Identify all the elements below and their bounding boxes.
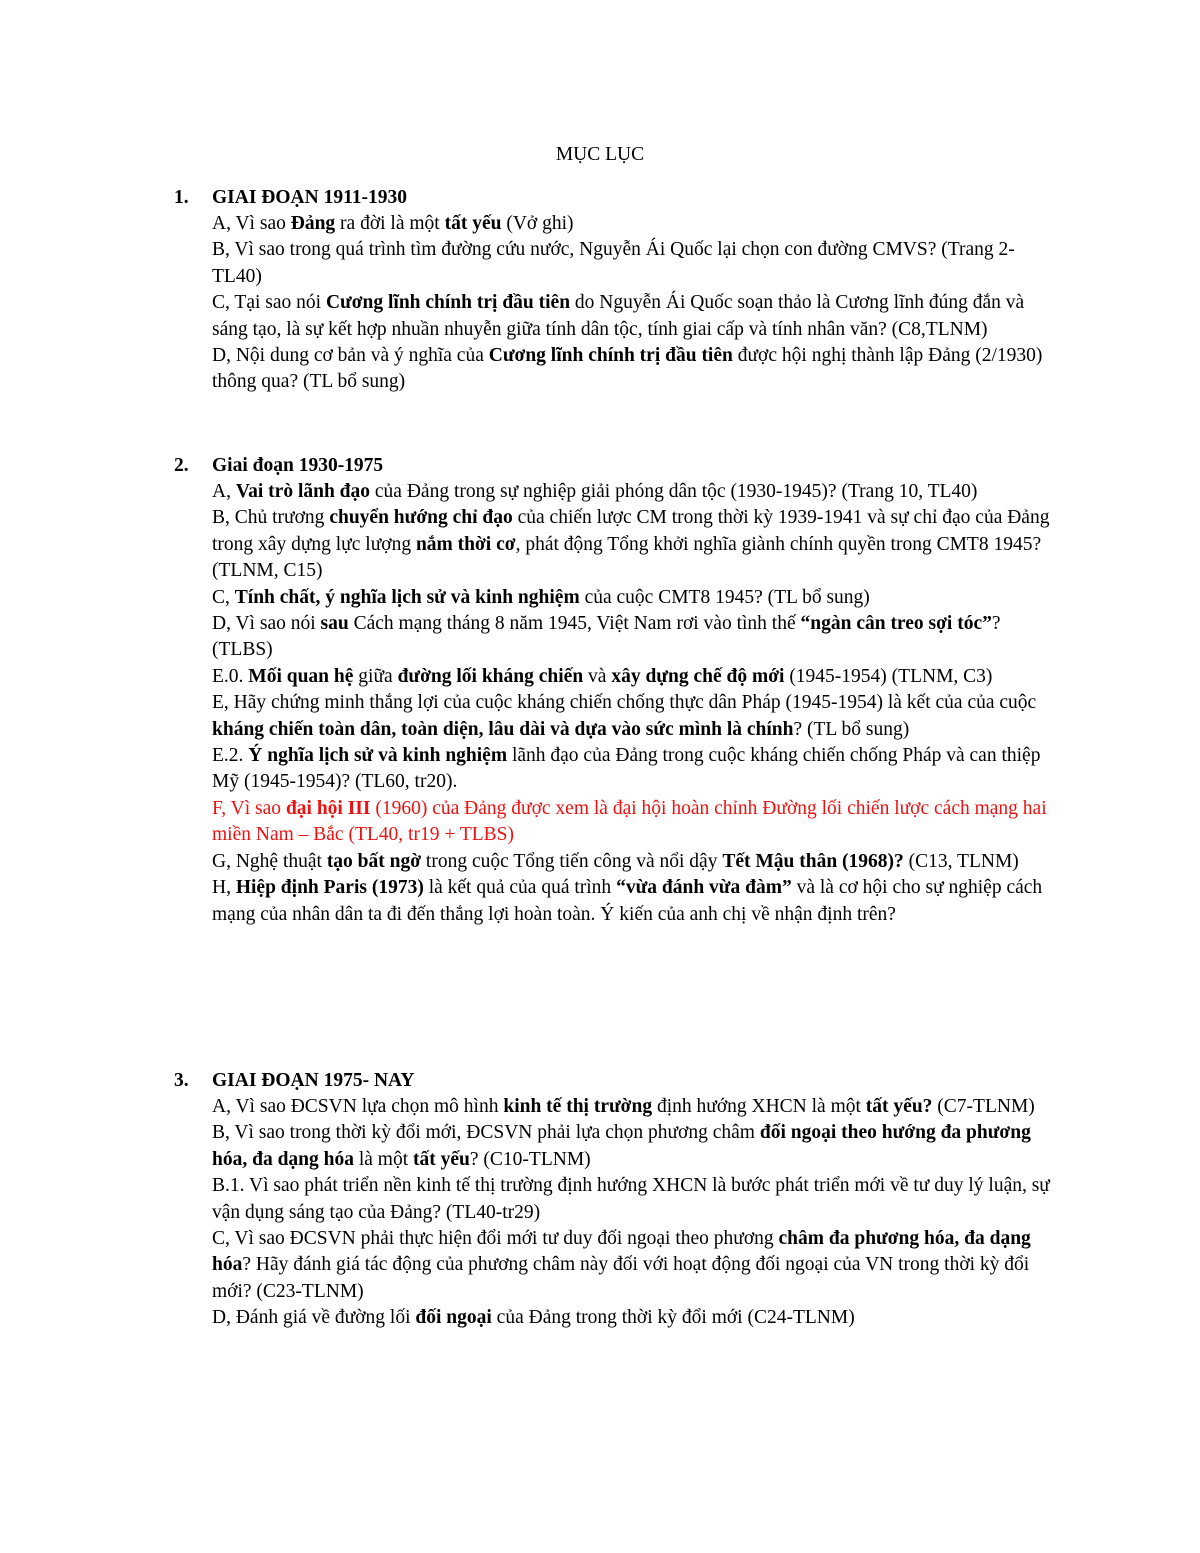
item-text: được hội nghị thành lập Đảng (2/1930) thông qua? (TL bổ sung)	[212, 345, 1043, 393]
item-text: B, Chủ trương	[212, 507, 330, 529]
bold-text: châm đa phương hóa, đa dạng hóa	[212, 1228, 1031, 1276]
item-text: (Vở ghi)	[501, 213, 574, 234]
item-text: A,	[212, 481, 236, 502]
item-text: trong cuộc Tổng tiến công và nổi dậy	[421, 850, 723, 872]
item-text: (1945-1954) (TLNM, C3)	[784, 665, 993, 687]
item-text: E.0.	[212, 665, 249, 687]
item-text: (C13, TLNM)	[903, 850, 1019, 872]
toc-item	[212, 290, 1062, 343]
item-text: D, Nội dung cơ bản và ý nghĩa của	[212, 345, 489, 367]
item-text: lãnh đạo của Đảng trong cuộc kháng chiến chống Pháp và can thiệp Mỹ (1945-1954)? (TL60, tr20).	[212, 745, 1041, 793]
toc-item	[212, 875, 1062, 928]
item-text: B.1. Vì sao phát triển nền kinh tế thị trường định hướng XHCN là bước phát triển mới về tư duy lý luận, sự vận dụng sáng tạo của Đảng? (TL40-tr29)	[212, 1175, 1050, 1223]
bold-text: chuyển hướng chỉ đạo	[329, 507, 513, 529]
item-text: định hướng XHCN là một	[652, 1096, 866, 1117]
section-2-items	[212, 479, 1062, 928]
section-2-heading	[174, 453, 383, 479]
item-text: C,	[212, 586, 235, 608]
toc-item	[212, 237, 1062, 290]
toc-item	[212, 585, 1062, 611]
section-title: Giai đoạn 1930-1975	[212, 455, 384, 476]
toc-item	[212, 1120, 1062, 1173]
item-text: B, Vì sao trong thời kỳ đổi mới, ĐCSVN phải lựa chọn phương châm	[212, 1122, 760, 1144]
bold-text: kinh tế thị trường	[503, 1096, 653, 1117]
item-text: F, Vì sao	[212, 797, 286, 819]
item-text: ? (TLBS)	[212, 613, 1001, 661]
item-text: và là cơ hội cho sự nghiệp cách mạng của nhân dân ta đi đến thắng lợi hoàn toàn. Ý kiến của anh chị về nhận định trên?	[212, 877, 1043, 925]
toc-item	[212, 849, 1062, 875]
item-text: của Đảng trong sự nghiệp giải phóng dân tộc (1930-1945)? (Trang 10, TL40)	[370, 481, 978, 502]
section-title: GIAI ĐOẠN 1911-1930	[212, 187, 408, 208]
section-3-heading	[174, 1068, 414, 1094]
item-text: D, Vì sao nói	[212, 613, 321, 635]
bold-text: đường lối kháng chiến	[397, 665, 584, 687]
bold-text: Cương lĩnh chính trị đầu tiên	[325, 292, 571, 314]
item-text: Cách mạng tháng 8 năm 1945, Việt Nam rơi vào tình thế	[348, 613, 801, 635]
toc-item	[212, 743, 1062, 796]
section-1-heading	[174, 185, 407, 211]
item-text: (1960) của Đảng được xem là đại hội hoàn chỉnh Đường lối chiến lược cách mạng hai miền Nam – Bắc (TL40, tr19 + TLBS)	[212, 797, 1047, 846]
bold-text: “ngàn cân treo sợi tóc”	[800, 613, 992, 635]
toc-item	[212, 796, 1062, 849]
item-text: ? Hãy đánh giá tác động của phương châm này đối với hoạt động đối ngoại của VN trong thời kỳ đổi mới? (C23-TLNM)	[212, 1254, 1030, 1302]
item-text: (C7-TLNM)	[932, 1096, 1035, 1117]
bold-text: kháng chiến toàn dân, toàn diện, lâu dài và dựa vào sức mình là chính	[212, 718, 794, 740]
item-text: B, Vì sao trong quá trình tìm đường cứu nước, Nguyễn Ái Quốc lại chọn con đường CMVS? (Trang 2-TL40)	[212, 239, 1015, 287]
item-text: C, Tại sao nói	[212, 292, 326, 314]
bold-text: xây dựng chế độ mới	[611, 665, 785, 687]
item-text: E, Hãy chứng minh thắng lợi của cuộc kháng chiến chống thực dân Pháp (1945-1954) là kết của của cuộc	[212, 692, 1037, 714]
section-number: 2.	[174, 455, 189, 476]
bold-text: tất yếu	[413, 1148, 470, 1170]
item-text: của chiến lược CM trong thời kỳ 1939-1941 và sự chỉ đạo của Đảng trong xây dựng lực lượng	[212, 507, 1050, 555]
item-text: G, Nghệ thuật	[212, 850, 327, 872]
bold-text: đối ngoại theo hướng đa phương hóa, đa dạng hóa	[212, 1122, 1031, 1170]
item-text: D, Đánh giá về đường lối	[212, 1307, 416, 1329]
toc-item	[212, 479, 1062, 505]
toc-item	[212, 1173, 1062, 1226]
section-3-items	[212, 1094, 1062, 1332]
page-title: MỤC LỤC	[555, 144, 645, 165]
item-text: ? (C10-TLNM)	[469, 1148, 591, 1170]
item-text: do Nguyễn Ái Quốc soạn thảo là Cương lĩnh đúng đắn và sáng tạo, là sự kết hợp nhuần nhuyễn giữa tính dân tộc, tính giai cấp và tính nhân văn? (C8,TLNM)	[212, 292, 1025, 340]
item-text: A, Vì sao	[212, 213, 291, 234]
item-text: là một	[353, 1148, 414, 1170]
item-text: H,	[212, 877, 236, 899]
bold-text: “vừa đánh vừa đàm”	[616, 877, 792, 899]
item-text: của cuộc CMT8 1945? (TL bổ sung)	[579, 586, 870, 608]
bold-text: Cương lĩnh chính trị đầu tiên	[488, 345, 733, 367]
item-text: là kết quả của quá trình	[423, 877, 617, 899]
toc-item	[212, 343, 1062, 396]
section-number: 3.	[174, 1070, 189, 1091]
bold-text: Hiệp định Paris (1973)	[235, 877, 424, 899]
item-text: C, Vì sao ĐCSVN phải thực hiện đổi mới tư duy đối ngoại theo phương	[212, 1228, 779, 1250]
toc-item	[212, 211, 1062, 237]
toc-item	[212, 1094, 1062, 1120]
bold-text: Đảng	[290, 213, 336, 234]
toc-item	[212, 1305, 1062, 1331]
bold-text: đối ngoại	[415, 1307, 492, 1329]
section-1-items	[212, 211, 1062, 396]
bold-text: Vai trò lãnh đạo	[235, 481, 371, 502]
item-text: và	[583, 665, 612, 687]
bold-text: Tính chất, ý nghĩa lịch sử và kinh nghiệm	[234, 586, 580, 608]
bold-text: Ý nghĩa lịch sử và kinh nghiệm	[248, 745, 508, 767]
item-text: ra đời là một	[335, 213, 445, 234]
bold-text: nắm thời cơ	[415, 533, 516, 555]
bold-text: đại hội III	[285, 797, 371, 819]
section-title: GIAI ĐOẠN 1975- NAY	[212, 1070, 415, 1091]
bold-text: Tết Mậu thân (1968)?	[722, 850, 904, 872]
toc-item	[212, 505, 1062, 584]
bold-text: tất yếu?	[865, 1096, 933, 1117]
toc-item	[212, 664, 1062, 690]
item-text: E.2.	[212, 745, 249, 767]
item-text: , phát động Tổng khởi nghĩa giành chính quyền trong CMT8 1945? (TLNM, C15)	[212, 533, 1042, 582]
item-text: giữa	[353, 665, 398, 687]
item-text: A, Vì sao ĐCSVN lựa chọn mô hình	[212, 1096, 504, 1117]
bold-text: Mối quan hệ	[248, 665, 354, 687]
toc-item	[212, 690, 1062, 743]
item-text: ? (TL bổ sung)	[793, 718, 910, 740]
bold-text: tất yếu	[444, 213, 502, 234]
toc-item	[212, 1226, 1062, 1305]
item-text: của Đảng trong thời kỳ đổi mới (C24-TLNM)	[491, 1307, 855, 1329]
toc-item	[212, 611, 1062, 664]
section-number: 1.	[174, 187, 189, 208]
bold-text: tạo bất ngờ	[326, 850, 422, 872]
bold-text: sau	[320, 613, 349, 635]
